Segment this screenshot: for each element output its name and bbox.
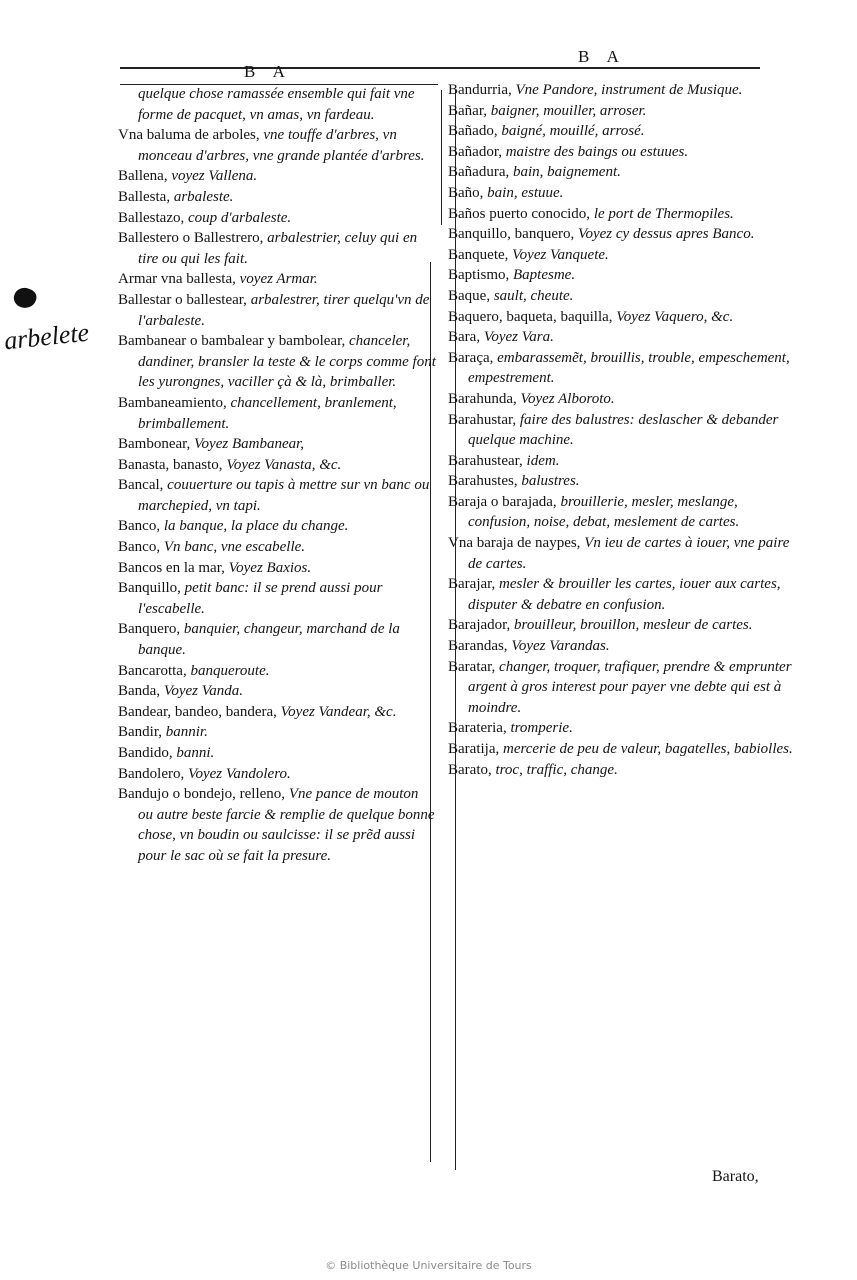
entry-translation: tromperie. (510, 720, 573, 737)
entry-translation: vne touffe d'arbres, vn monceau d'arbres, vne grande plantée d'arbres. (138, 127, 425, 164)
entry-translation: Voyez Vandear, &c. (280, 703, 397, 720)
dictionary-entry (448, 101, 798, 122)
entry-headword: Banquillo, (118, 580, 181, 597)
entry-translation: Voyez cy dessus apres Banco. (577, 226, 755, 243)
dictionary-entry (118, 166, 436, 187)
dictionary-entry (118, 228, 436, 269)
dictionary-entry (448, 224, 798, 245)
dictionary-entry (118, 208, 436, 229)
entry-headword: Bañar, (448, 102, 487, 119)
dictionary-entry (118, 784, 436, 866)
dictionary-entry (118, 702, 436, 723)
dictionary-entry (448, 410, 798, 451)
entry-headword: Barahunda, (448, 390, 517, 407)
entry-headword: Baratar, (448, 658, 496, 675)
column-rule-left (441, 90, 442, 225)
entry-headword: Barahustear, (448, 452, 523, 469)
dictionary-entry (448, 327, 798, 348)
entry-headword: Bandir, (118, 724, 162, 741)
dictionary-entry (118, 475, 436, 516)
entry-headword: Barajador, (448, 617, 511, 634)
dictionary-entry (448, 451, 798, 472)
entry-headword: Banasta, banasto, (118, 456, 223, 473)
entry-translation: Vne pance de mouton ou autre beste farcie & remplie de quelque bonne chose, vn boudin ou saulcisse: il se prẽd aussi pour le sac où se fait la presure. (138, 786, 435, 864)
ink-blot (11, 285, 39, 311)
dictionary-entry (448, 162, 798, 183)
entry-headword: Vna baluma de arboles, (118, 127, 260, 144)
entry-translation: Voyez Bambanear, (194, 436, 305, 453)
entry-translation: chancellement, branlement, brimballement. (138, 394, 397, 432)
dictionary-entry (448, 121, 798, 142)
entry-translation: changer, troquer, trafiquer, prendre & emprunter argent à gros interest pour payer vne debte qui est à moindre. (468, 658, 792, 716)
header-rule (120, 67, 760, 69)
entry-headword: Bara, (448, 329, 481, 346)
entry-translation: Vn ieu de cartes à iouer, vne paire de cartes. (468, 535, 790, 572)
dictionary-entry (448, 739, 798, 760)
dictionary-entry (118, 764, 436, 785)
entry-translation: Vn banc, vne escabelle. (163, 539, 306, 556)
dictionary-entry (118, 269, 436, 290)
dictionary-entry (448, 389, 798, 410)
dictionary-entry (118, 125, 436, 166)
dictionary-entry (448, 492, 798, 533)
entry-translation: arbalestrer, tirer quelqu'vn de l'arbaleste. (138, 291, 430, 329)
entry-translation: Voyez Vanquete. (512, 246, 609, 263)
entry-headword: Ballena, (118, 168, 168, 185)
entry-translation: banqueroute. (190, 662, 270, 679)
entry-headword: Barajar, (448, 576, 496, 593)
entry-translation: bannir. (165, 724, 208, 741)
header-left: B A (244, 62, 292, 81)
entry-translation: banquier, changeur, marchand de la banque. (138, 621, 400, 659)
dictionary-entry (118, 455, 436, 476)
entry-headword: Banco, (118, 518, 161, 535)
dictionary-entry (448, 574, 798, 615)
entry-translation: couuerture ou tapis à mettre sur vn banc ou marchepied, vn tapi. (138, 477, 430, 514)
entry-translation: Voyez Vanda. (163, 683, 243, 700)
entry-translation: petit banc: il se prend aussi pour l'escabelle. (138, 580, 383, 617)
dictionary-entry (118, 537, 436, 558)
entry-headword: Bañador, (448, 143, 502, 160)
entry-translation: Baptesme. (513, 267, 576, 284)
entry-translation: bain, estuue. (487, 184, 564, 201)
entry-translation: quelque chose ramassée ensemble qui fait vne forme de pacquet, vn amas, vn fardeau. (138, 86, 415, 123)
entry-headword: Bandurria, (448, 82, 512, 98)
entry-translation: mesler & brouiller les cartes, iouer aux cartes, disputer & debatre en confusion. (468, 576, 781, 613)
entry-headword: Bancos en la mar, (118, 559, 225, 576)
entry-translation: banni. (176, 745, 215, 761)
dictionary-entry (118, 578, 436, 619)
entry-translation: troc, traffic, change. (495, 761, 618, 778)
dictionary-entry (448, 307, 798, 328)
dictionary-entry (118, 331, 436, 393)
entry-headword: Ballestero o Ballestrero, (118, 230, 264, 247)
entry-translation: Voyez Baxios. (228, 559, 312, 576)
entry-translation: voyez Armar. (239, 271, 318, 288)
dictionary-entry (448, 204, 798, 225)
entry-headword: Armar vna ballesta, (118, 271, 236, 288)
dictionary-entry (448, 718, 798, 739)
entry-headword: Baños puerto conocido, (448, 205, 591, 222)
entry-translation: Voyez Vaquero, &c. (616, 308, 734, 325)
entry-translation: le port de Thermopiles. (593, 205, 734, 222)
entry-headword: Banco, (118, 539, 161, 556)
entry-headword: Barahustes, (448, 473, 518, 490)
catchword: Barato, (712, 1168, 759, 1185)
entry-headword: Bañado, (448, 123, 498, 140)
entry-translation: Voyez Vandolero. (187, 765, 291, 782)
entry-translation: chanceler, dandiner, bransler la teste & le corps comme font les yurongnes, vaciller çà & là, brimballer. (138, 333, 436, 391)
entry-headword: Banda, (118, 683, 161, 700)
library-credit: © Bibliothèque Universitaire de Tours (325, 1259, 532, 1272)
entry-headword: Baque, (448, 287, 491, 304)
entry-headword: Banquillo, banquero, (448, 226, 575, 243)
dictionary-entry (448, 615, 798, 636)
entry-translation: balustres. (521, 473, 580, 490)
entry-headword: Bandear, bandeo, bandera, (118, 703, 277, 720)
dictionary-entry (448, 760, 798, 781)
dictionary-entry (118, 743, 436, 764)
entry-headword: Banquete, (448, 246, 509, 263)
entry-translation: bain, baignement. (512, 164, 621, 181)
dictionary-entry (118, 393, 436, 434)
entry-headword: Baraja o barajada, (448, 493, 557, 510)
entry-headword: Bandujo o bondejo, relleno, (118, 786, 286, 803)
entry-headword: Bancal, (118, 477, 164, 494)
dictionary-entry (118, 722, 436, 743)
dictionary-entry (118, 516, 436, 537)
entry-headword: Banquero, (118, 621, 181, 638)
dictionary-entry (118, 619, 436, 660)
entry-headword: Baratija, (448, 741, 500, 757)
entry-headword: Baño, (448, 184, 484, 201)
dictionary-entry (118, 84, 436, 125)
dictionary-entry (118, 558, 436, 579)
entry-translation: baigné, mouillé, arrosé. (501, 123, 645, 140)
entry-translation: Voyez Alboroto. (520, 390, 615, 407)
dictionary-entry (118, 187, 436, 208)
dictionary-entry (118, 434, 436, 455)
dictionary-entry (448, 636, 798, 657)
dictionary-entry (448, 80, 798, 101)
entry-translation: brouilleur, brouillon, mesleur de cartes. (514, 617, 753, 634)
entry-headword: Bandido, (118, 745, 173, 761)
entry-translation: Voyez Vara. (483, 329, 554, 346)
entry-translation: Voyez Varandas. (511, 638, 610, 655)
entry-headword: Barato, (448, 761, 492, 778)
entry-headword: Bambaneamiento, (118, 394, 227, 411)
entry-headword: Baraça, (448, 349, 494, 366)
dictionary-entry (118, 661, 436, 682)
dictionary-entry (448, 471, 798, 492)
entry-translation: la banque, la place du change. (163, 518, 349, 535)
entry-translation: faire des balustres: deslascher & debander quelque machine. (468, 411, 779, 449)
entry-translation: arbaleste. (173, 188, 234, 205)
dictionary-entry (448, 533, 798, 574)
entry-translation: sault, cheute. (493, 287, 574, 304)
entry-headword: Ballesta, (118, 188, 171, 205)
dictionary-entry (448, 183, 798, 204)
entry-headword: Bancarotta, (118, 662, 187, 679)
dictionary-entry (118, 681, 436, 702)
entry-translation: embarassemẽt, brouillis, trouble, empeschement, empestrement. (468, 349, 790, 387)
header-right: B A (578, 47, 626, 66)
entry-translation: brouillerie, mesler, meslange, confusion, noise, debat, meslement de cartes. (468, 493, 740, 531)
entry-headword: Bambonear, (118, 436, 191, 453)
dictionary-entry (448, 348, 798, 389)
entry-headword: Barahustar, (448, 411, 517, 428)
entry-headword: Ballestar o ballestear, (118, 291, 247, 308)
dictionary-entry (448, 245, 798, 266)
right-column (448, 80, 798, 780)
entry-headword: Baquero, baqueta, baquilla, (448, 308, 613, 325)
margin-annotation: arbelete (2, 317, 91, 356)
entry-headword: Bañadura, (448, 164, 510, 181)
entry-translation: Voyez Vanasta, &c. (226, 456, 342, 473)
entry-translation: baigner, mouiller, arroser. (490, 102, 647, 119)
entry-headword: Barateria, (448, 720, 507, 737)
entry-headword: Baptismo, (448, 267, 510, 284)
dictionary-entry (118, 290, 436, 331)
entry-translation: Vne Pandore, instrument de Musique. (515, 82, 743, 98)
entry-translation: maistre des baings ou estuues. (505, 143, 689, 160)
entry-translation: mercerie de peu de valeur, bagatelles, babiolles. (502, 741, 793, 757)
entry-translation: arbalestrier, celuy qui en tire ou qui les fait. (138, 230, 418, 267)
entry-translation: idem. (526, 452, 560, 469)
entry-translation: coup d'arbaleste. (187, 209, 292, 226)
dictionary-entry (448, 142, 798, 163)
entry-headword: Ballestazo, (118, 209, 185, 226)
entry-headword: Barandas, (448, 638, 508, 655)
dictionary-entry (448, 657, 798, 719)
entry-translation: voyez Vallena. (171, 168, 258, 185)
entry-headword: Vna baraja de naypes, (448, 535, 581, 552)
dictionary-entry (448, 286, 798, 307)
entry-headword: Bandolero, (118, 765, 185, 782)
left-column (118, 84, 436, 867)
dictionary-entry (448, 265, 798, 286)
entry-headword: Bambanear o bambalear y bambolear, (118, 333, 346, 350)
